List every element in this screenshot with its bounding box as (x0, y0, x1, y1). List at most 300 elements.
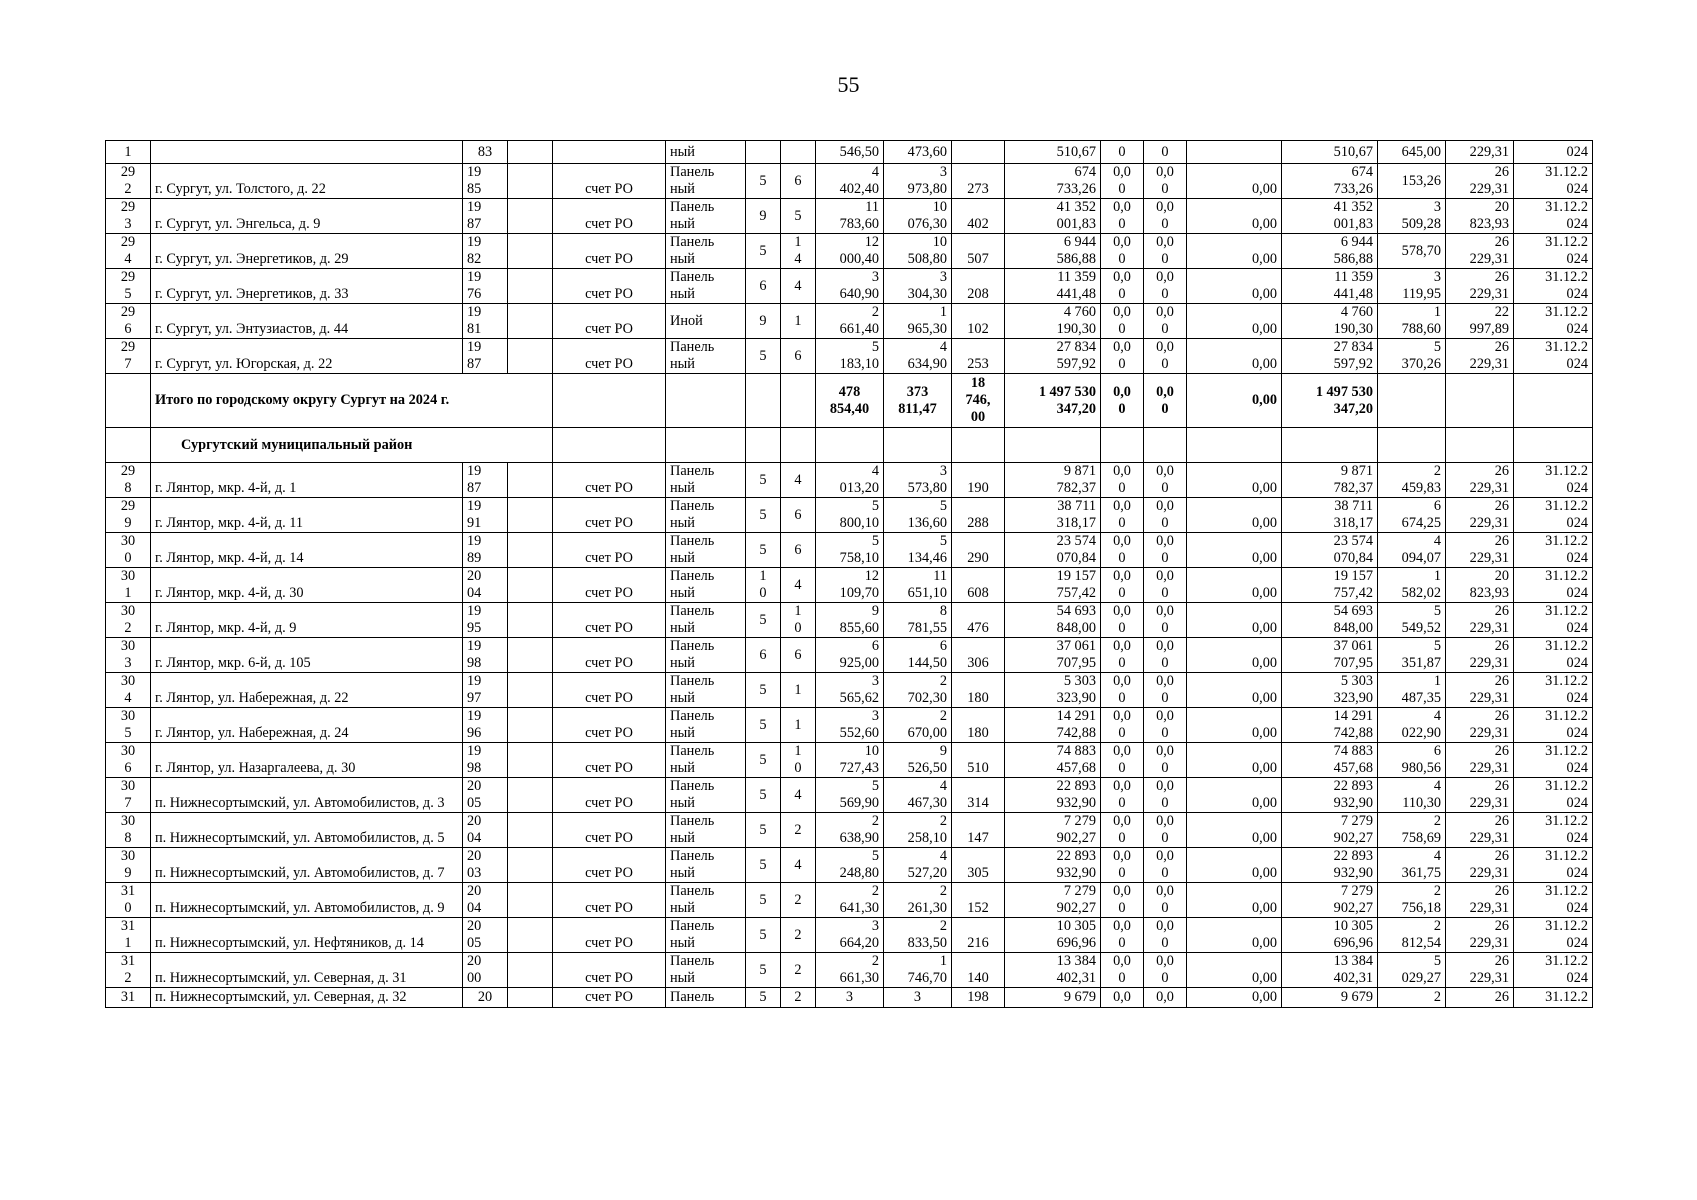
account-cost-cell: 11 359 441,48 (1282, 269, 1378, 304)
table-row (106, 463, 1593, 498)
residents-cell: 608 (952, 568, 1005, 603)
account-cost-cell: 7 279 902,27 (1282, 883, 1378, 918)
table-cell: 9 679 (1005, 988, 1101, 1008)
row-number: 30 0 (106, 533, 151, 568)
table-cell (508, 269, 553, 304)
fund-zero-cell: 0,0 0 (1101, 304, 1144, 339)
material-cell: Панель ный (666, 199, 746, 234)
residents-cell: 102 (952, 304, 1005, 339)
residents-cell: 273 (952, 164, 1005, 199)
area-total-cell: 5 800,10 (816, 498, 884, 533)
account-cost-cell: 10 305 696,96 (1282, 918, 1378, 953)
row-number: 30 9 (106, 848, 151, 883)
entrances-cell: 4 (781, 568, 816, 603)
zero-cell: 0,00 (1187, 199, 1282, 234)
fund-zero-cell: 0,0 0 (1144, 848, 1187, 883)
table-cell (553, 141, 666, 164)
date-cell: 31.12.2 024 (1514, 269, 1593, 304)
fund-zero-cell: 0,0 0 (1101, 673, 1144, 708)
row-number: 31 1 (106, 918, 151, 953)
table-cell (508, 953, 553, 988)
table-cell (508, 533, 553, 568)
unit-cost-cell: 4 110,30 (1378, 778, 1446, 813)
table-cell (508, 463, 553, 498)
table-cell (1187, 141, 1282, 164)
address-cell: г. Лянтор, мкр. 4-й, д. 14 (151, 533, 463, 568)
address-cell: г. Сургут, ул. Толстого, д. 22 (151, 164, 463, 199)
year-cell: 19 81 (463, 304, 508, 339)
table-cell: 198 (952, 988, 1005, 1008)
fund-zero-cell: 0,0 0 (1101, 199, 1144, 234)
table-cell: 0,0 (1144, 988, 1187, 1008)
unit-cost-cell: 3 509,28 (1378, 199, 1446, 234)
unit-cost-cell: 1 788,60 (1378, 304, 1446, 339)
row-number: 30 4 (106, 673, 151, 708)
material-cell: Панель ный (666, 463, 746, 498)
table-cell (1378, 374, 1446, 428)
zero-cell: 0,00 (1187, 708, 1282, 743)
table-cell (508, 304, 553, 339)
material-cell: Панель ный (666, 498, 746, 533)
entrances-cell: 6 (781, 533, 816, 568)
table-cell: счет РО (553, 988, 666, 1008)
entrances-cell: 1 (781, 304, 816, 339)
area-living-cell: 2 670,00 (884, 708, 952, 743)
table-cell: 9 679 (1282, 988, 1378, 1008)
table-cell (952, 428, 1005, 463)
fund-cell: счет РО (553, 498, 666, 533)
date-cell: 31.12.2 024 (1514, 953, 1593, 988)
entrances-cell: 6 (781, 339, 816, 374)
zero-cell: 0,00 (1187, 918, 1282, 953)
limit-cell: 26 229,31 (1446, 533, 1514, 568)
floors-cell: 9 (746, 304, 781, 339)
unit-cost-cell: 2 812,54 (1378, 918, 1446, 953)
table-cell (106, 428, 151, 463)
residents-cell: 216 (952, 918, 1005, 953)
total-cost-cell: 674 733,26 (1005, 164, 1101, 199)
residents-cell: 147 (952, 813, 1005, 848)
date-cell: 31.12.2 024 (1514, 498, 1593, 533)
address-cell: г. Сургут, ул. Энергетиков, д. 29 (151, 234, 463, 269)
fund-cell: счет РО (553, 603, 666, 638)
floors-cell: 5 (746, 848, 781, 883)
table-cell: ный (666, 141, 746, 164)
zero-cell: 0,00 (1187, 234, 1282, 269)
account-cost-cell: 22 893 932,90 (1282, 778, 1378, 813)
area-total-cell: 3 664,20 (816, 918, 884, 953)
total-zero: 0,0 0 (1101, 374, 1144, 428)
row-number: 31 0 (106, 883, 151, 918)
unit-cost-cell: 5 370,26 (1378, 339, 1446, 374)
row-number: 29 3 (106, 199, 151, 234)
fund-cell: счет РО (553, 269, 666, 304)
row-number: 30 8 (106, 813, 151, 848)
fund-cell: счет РО (553, 304, 666, 339)
area-living-cell: 8 781,55 (884, 603, 952, 638)
floors-cell: 5 (746, 883, 781, 918)
zero-cell: 0,00 (1187, 673, 1282, 708)
fund-zero-cell: 0,0 0 (1101, 234, 1144, 269)
total-cost-cell: 13 384 402,31 (1005, 953, 1101, 988)
area-total-cell: 5 569,90 (816, 778, 884, 813)
account-cost-cell: 14 291 742,88 (1282, 708, 1378, 743)
fund-cell: счет РО (553, 638, 666, 673)
year-cell: 19 98 (463, 638, 508, 673)
floors-cell: 5 (746, 743, 781, 778)
year-cell: 20 04 (463, 883, 508, 918)
residents-cell: 253 (952, 339, 1005, 374)
fund-cell: счет РО (553, 708, 666, 743)
fund-zero-cell: 0,0 0 (1144, 463, 1187, 498)
row-number: 30 2 (106, 603, 151, 638)
address-cell: г. Лянтор, мкр. 4-й, д. 30 (151, 568, 463, 603)
year-cell: 19 98 (463, 743, 508, 778)
table-row (106, 638, 1593, 673)
address-cell: п. Нижнесортымский, ул. Автомобилистов, д. 7 (151, 848, 463, 883)
account-cost-cell: 22 893 932,90 (1282, 848, 1378, 883)
date-cell: 31.12.2 024 (1514, 848, 1593, 883)
table-cell (1144, 428, 1187, 463)
fund-zero-cell: 0,0 0 (1101, 463, 1144, 498)
table-cell (553, 374, 666, 428)
date-cell: 31.12.2 024 (1514, 638, 1593, 673)
material-cell: Панель ный (666, 673, 746, 708)
zero-cell: 0,00 (1187, 743, 1282, 778)
fund-zero-cell: 0,0 0 (1144, 568, 1187, 603)
fund-zero-cell: 0,0 0 (1101, 498, 1144, 533)
floors-cell: 5 (746, 498, 781, 533)
table-cell: 510,67 (1282, 141, 1378, 164)
year-cell: 19 82 (463, 234, 508, 269)
row-number: 29 6 (106, 304, 151, 339)
fund-zero-cell: 0,0 0 (1144, 603, 1187, 638)
fund-zero-cell: 0,0 0 (1144, 953, 1187, 988)
area-total-cell: 5 758,10 (816, 533, 884, 568)
table-cell (508, 164, 553, 199)
total-cost-cell: 5 303 323,90 (1005, 673, 1101, 708)
limit-cell: 26 229,31 (1446, 603, 1514, 638)
area-living-cell: 1 965,30 (884, 304, 952, 339)
table-cell (666, 428, 746, 463)
account-cost-cell: 9 871 782,37 (1282, 463, 1378, 498)
area-total-cell: 11 783,60 (816, 199, 884, 234)
entrances-cell: 5 (781, 199, 816, 234)
fund-zero-cell: 0,0 0 (1144, 918, 1187, 953)
area-living-cell: 2 833,50 (884, 918, 952, 953)
fund-cell: счет РО (553, 813, 666, 848)
account-cost-cell: 5 303 323,90 (1282, 673, 1378, 708)
material-cell: Панель ный (666, 339, 746, 374)
fund-zero-cell: 0,0 0 (1101, 339, 1144, 374)
zero-cell: 0,00 (1187, 533, 1282, 568)
entrances-cell: 2 (781, 953, 816, 988)
zero-cell: 0,00 (1187, 813, 1282, 848)
entrances-cell: 6 (781, 498, 816, 533)
area-living-cell: 9 526,50 (884, 743, 952, 778)
table-cell: 5 (746, 988, 781, 1008)
date-cell: 31.12.2 024 (1514, 568, 1593, 603)
date-cell: 31.12.2 024 (1514, 199, 1593, 234)
entrances-cell: 2 (781, 813, 816, 848)
total-cost-cell: 9 871 782,37 (1005, 463, 1101, 498)
total-cost-cell: 38 711 318,17 (1005, 498, 1101, 533)
table-row (106, 141, 1593, 164)
row-number: 29 9 (106, 498, 151, 533)
unit-cost-cell: 5 549,52 (1378, 603, 1446, 638)
table-cell: 0,00 (1187, 988, 1282, 1008)
year-cell: 20 04 (463, 813, 508, 848)
floors-cell: 5 (746, 918, 781, 953)
area-living-cell: 3 973,80 (884, 164, 952, 199)
unit-cost-cell: 4 094,07 (1378, 533, 1446, 568)
floors-cell: 5 (746, 164, 781, 199)
date-cell: 31.12.2 024 (1514, 533, 1593, 568)
date-cell: 31.12.2 024 (1514, 883, 1593, 918)
table-cell: 473,60 (884, 141, 952, 164)
row-number: 30 7 (106, 778, 151, 813)
material-cell: Панель ный (666, 533, 746, 568)
area-total-cell: 5 248,80 (816, 848, 884, 883)
fund-zero-cell: 0,0 0 (1101, 883, 1144, 918)
date-cell: 31.12.2 024 (1514, 463, 1593, 498)
fund-cell: счет РО (553, 533, 666, 568)
table-row (106, 743, 1593, 778)
date-cell: 31.12.2 024 (1514, 673, 1593, 708)
total-account-cost: 1 497 530 347,20 (1282, 374, 1378, 428)
table-cell (508, 603, 553, 638)
fund-zero-cell: 0,0 0 (1144, 778, 1187, 813)
fund-cell: счет РО (553, 953, 666, 988)
total-cost-cell: 54 693 848,00 (1005, 603, 1101, 638)
section-title: Сургутский муниципальный район (151, 428, 553, 463)
date-cell: 31.12.2 024 (1514, 918, 1593, 953)
account-cost-cell: 19 157 757,42 (1282, 568, 1378, 603)
material-cell: Панель ный (666, 234, 746, 269)
table-cell (508, 234, 553, 269)
limit-cell: 26 229,31 (1446, 848, 1514, 883)
total-residents: 18 746, 00 (952, 374, 1005, 428)
row-number: 30 3 (106, 638, 151, 673)
table-cell (508, 141, 553, 164)
fund-cell: счет РО (553, 164, 666, 199)
address-cell: г. Лянтор, мкр. 6-й, д. 105 (151, 638, 463, 673)
area-total-cell: 3 565,62 (816, 673, 884, 708)
area-living-cell: 4 467,30 (884, 778, 952, 813)
floors-cell: 5 (746, 234, 781, 269)
table-cell (508, 339, 553, 374)
year-cell: 20 03 (463, 848, 508, 883)
area-total-cell: 9 855,60 (816, 603, 884, 638)
table-cell: 0 (1101, 141, 1144, 164)
residents-cell: 314 (952, 778, 1005, 813)
fund-zero-cell: 0,0 0 (1101, 848, 1144, 883)
limit-cell: 26 229,31 (1446, 498, 1514, 533)
account-cost-cell: 54 693 848,00 (1282, 603, 1378, 638)
fund-zero-cell: 0,0 0 (1144, 304, 1187, 339)
fund-zero-cell: 0,0 0 (1101, 743, 1144, 778)
area-living-cell: 4 634,90 (884, 339, 952, 374)
material-cell: Панель ный (666, 164, 746, 199)
residents-cell: 288 (952, 498, 1005, 533)
page-number: 55 (837, 72, 860, 97)
unit-cost-cell: 2 459,83 (1378, 463, 1446, 498)
total-row (106, 374, 1593, 428)
account-cost-cell: 13 384 402,31 (1282, 953, 1378, 988)
row-number: 29 4 (106, 234, 151, 269)
fund-zero-cell: 0,0 0 (1101, 603, 1144, 638)
area-living-cell: 11 651,10 (884, 568, 952, 603)
floors-cell: 5 (746, 708, 781, 743)
date-cell: 31.12.2 024 (1514, 304, 1593, 339)
table-cell (1282, 428, 1378, 463)
total-cost-cell: 11 359 441,48 (1005, 269, 1101, 304)
limit-cell: 20 823,93 (1446, 199, 1514, 234)
row-number: 31 2 (106, 953, 151, 988)
fund-zero-cell: 0,0 0 (1101, 813, 1144, 848)
table-row (106, 603, 1593, 638)
residents-cell: 510 (952, 743, 1005, 778)
year-cell: 19 89 (463, 533, 508, 568)
residents-cell: 180 (952, 673, 1005, 708)
area-total-cell: 12 109,70 (816, 568, 884, 603)
table-cell: 2 (781, 988, 816, 1008)
unit-cost-cell: 2 756,18 (1378, 883, 1446, 918)
area-living-cell: 2 258,10 (884, 813, 952, 848)
table-cell (816, 428, 884, 463)
table-cell (508, 708, 553, 743)
fund-cell: счет РО (553, 673, 666, 708)
table-cell (1514, 374, 1593, 428)
section-row (106, 428, 1593, 463)
fund-cell: счет РО (553, 848, 666, 883)
table-cell: Панель (666, 988, 746, 1008)
fund-zero-cell: 0,0 0 (1144, 673, 1187, 708)
year-cell: 20 04 (463, 568, 508, 603)
housing-register-table (105, 140, 1593, 1008)
residents-cell: 208 (952, 269, 1005, 304)
limit-cell: 26 229,31 (1446, 164, 1514, 199)
year-cell: 19 96 (463, 708, 508, 743)
unit-cost-cell: 1 582,02 (1378, 568, 1446, 603)
table-cell: 2 (1378, 988, 1446, 1008)
year-cell: 20 05 (463, 778, 508, 813)
fund-cell: счет РО (553, 778, 666, 813)
fund-cell: счет РО (553, 463, 666, 498)
area-living-cell: 3 573,80 (884, 463, 952, 498)
table-cell (508, 813, 553, 848)
table-row (106, 568, 1593, 603)
table-cell: 1 (106, 141, 151, 164)
table-cell: 229,31 (1446, 141, 1514, 164)
floors-cell: 5 (746, 778, 781, 813)
table-cell (106, 374, 151, 428)
area-total-cell: 3 552,60 (816, 708, 884, 743)
fund-zero-cell: 0,0 0 (1101, 778, 1144, 813)
table-cell (952, 141, 1005, 164)
address-cell: п. Нижнесортымский, ул. Северная, д. 31 (151, 953, 463, 988)
unit-cost-cell: 153,26 (1378, 164, 1446, 199)
table-cell (781, 428, 816, 463)
entrances-cell: 1 0 (781, 603, 816, 638)
table-cell (1187, 428, 1282, 463)
table-cell (1446, 428, 1514, 463)
address-cell: г. Сургут, ул. Энтузиастов, д. 44 (151, 304, 463, 339)
year-cell: 20 05 (463, 918, 508, 953)
table-cell: 0,0 (1101, 988, 1144, 1008)
year-cell: 19 91 (463, 498, 508, 533)
fund-cell: счет РО (553, 199, 666, 234)
address-cell: п. Нижнесортымский, ул. Нефтяников, д. 14 (151, 918, 463, 953)
table-cell (553, 428, 666, 463)
floors-cell: 5 (746, 953, 781, 988)
fund-zero-cell: 0,0 0 (1144, 638, 1187, 673)
fund-cell: счет РО (553, 883, 666, 918)
entrances-cell: 4 (781, 848, 816, 883)
table-cell: 3 (884, 988, 952, 1008)
fund-cell: счет РО (553, 339, 666, 374)
fund-zero-cell: 0,0 0 (1144, 199, 1187, 234)
total-cost-cell: 6 944 586,88 (1005, 234, 1101, 269)
fund-cell: счет РО (553, 234, 666, 269)
address-cell: г. Лянтор, ул. Набережная, д. 22 (151, 673, 463, 708)
area-living-cell: 2 261,30 (884, 883, 952, 918)
floors-cell: 5 (746, 813, 781, 848)
limit-cell: 26 229,31 (1446, 778, 1514, 813)
total-area-living: 373 811,47 (884, 374, 952, 428)
fund-zero-cell: 0,0 0 (1144, 533, 1187, 568)
year-cell: 19 85 (463, 164, 508, 199)
date-cell: 31.12.2 024 (1514, 778, 1593, 813)
table-row (106, 918, 1593, 953)
floors-cell: 5 (746, 533, 781, 568)
material-cell: Панель ный (666, 568, 746, 603)
total-cost-cell: 7 279 902,27 (1005, 883, 1101, 918)
total-cost-cell: 4 760 190,30 (1005, 304, 1101, 339)
table-row (106, 269, 1593, 304)
fund-zero-cell: 0,0 0 (1101, 568, 1144, 603)
date-cell: 31.12.2 024 (1514, 813, 1593, 848)
area-total-cell: 2 661,40 (816, 304, 884, 339)
total-cost-cell: 23 574 070,84 (1005, 533, 1101, 568)
table-row (106, 778, 1593, 813)
table-cell (1514, 428, 1593, 463)
material-cell: Панель ный (666, 848, 746, 883)
table-cell: 31 (106, 988, 151, 1008)
residents-cell: 476 (952, 603, 1005, 638)
table-row (106, 304, 1593, 339)
address-cell: г. Лянтор, мкр. 4-й, д. 11 (151, 498, 463, 533)
fund-zero-cell: 0,0 0 (1101, 164, 1144, 199)
entrances-cell: 6 (781, 638, 816, 673)
fund-zero-cell: 0,0 0 (1144, 813, 1187, 848)
material-cell: Панель ный (666, 918, 746, 953)
entrances-cell: 1 (781, 673, 816, 708)
limit-cell: 26 229,31 (1446, 463, 1514, 498)
account-cost-cell: 7 279 902,27 (1282, 813, 1378, 848)
account-cost-cell: 23 574 070,84 (1282, 533, 1378, 568)
table-cell (1005, 428, 1101, 463)
unit-cost-cell: 4 022,90 (1378, 708, 1446, 743)
table-cell (781, 374, 816, 428)
zero-cell: 0,00 (1187, 883, 1282, 918)
limit-cell: 26 229,31 (1446, 234, 1514, 269)
zero-cell: 0,00 (1187, 269, 1282, 304)
limit-cell: 26 229,31 (1446, 708, 1514, 743)
residents-cell: 152 (952, 883, 1005, 918)
table-cell (1101, 428, 1144, 463)
table-cell (508, 883, 553, 918)
